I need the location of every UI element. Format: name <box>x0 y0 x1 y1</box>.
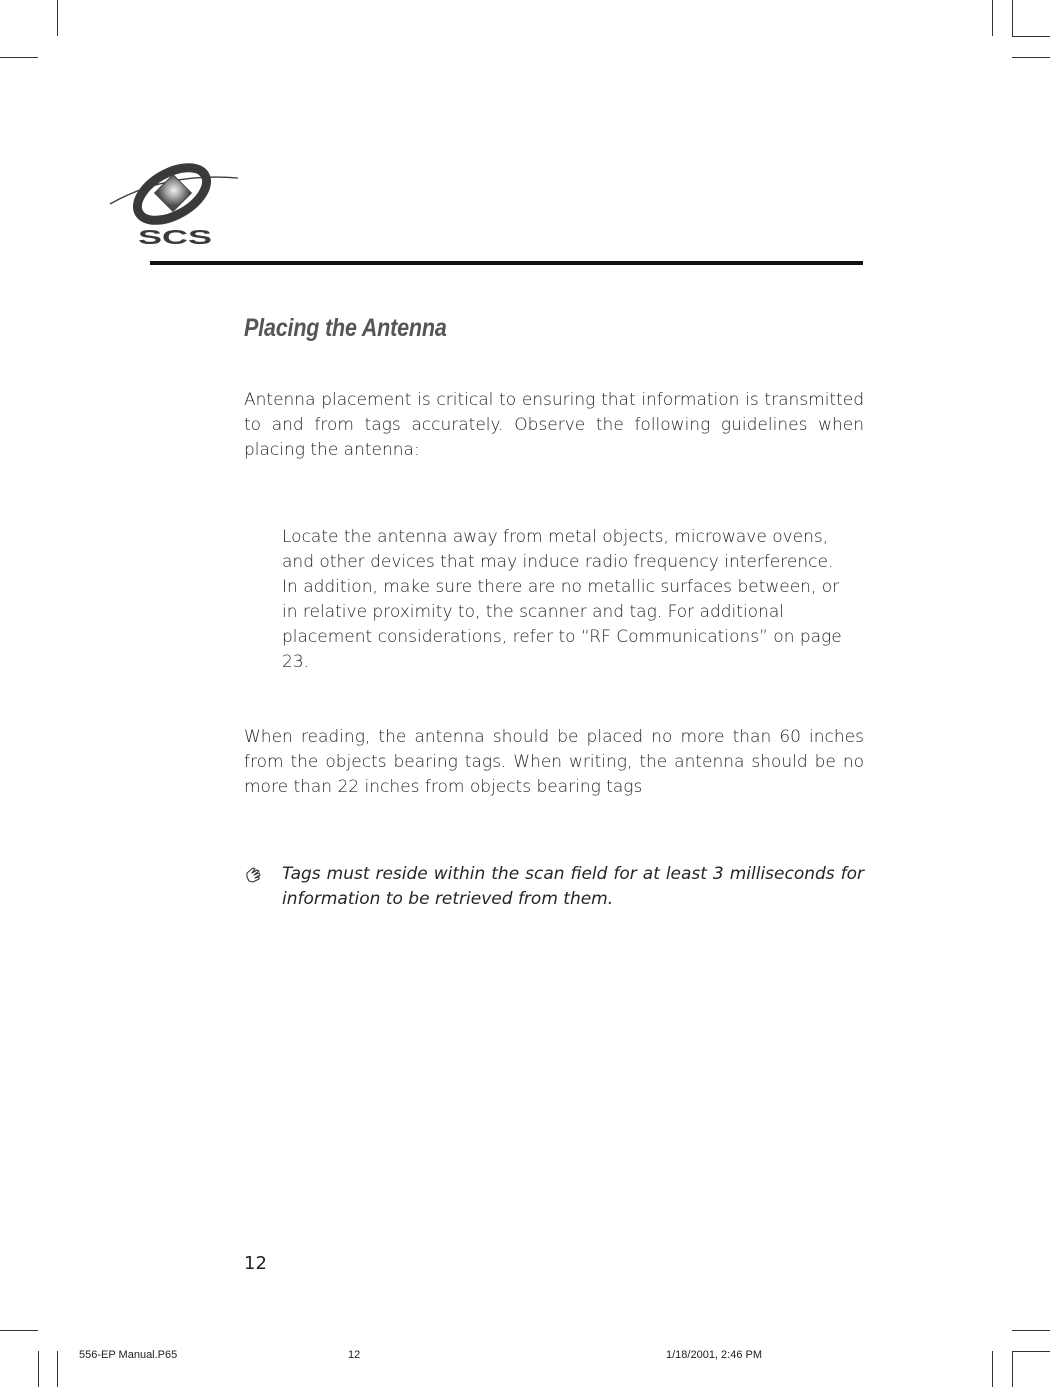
crop-mark <box>1012 0 1013 36</box>
crop-mark <box>1012 36 1050 37</box>
crop-mark <box>57 0 58 36</box>
scs-logo <box>106 152 244 248</box>
crop-mark <box>992 1351 993 1387</box>
crop-mark <box>0 1330 38 1331</box>
hand-pointer-icon <box>244 865 264 885</box>
intro-paragraph: Antenna placement is critical to ensuring that information is transmitted to and from tags accurately. Observe the following guidelines when placing the antenna: <box>244 390 864 460</box>
crop-mark <box>57 1351 58 1387</box>
distance-paragraph: When reading, the antenna should be placed no more than 60 inches from the objects bearing tags. When writing, the antenna should be no more than 22 inches from objects bearing tags <box>244 727 864 797</box>
crop-mark <box>1012 57 1050 58</box>
crop-mark <box>1012 1351 1050 1352</box>
footer-file-name: 556-EP Manual.P65 <box>79 1349 178 1361</box>
note-text: Tags must reside within the scan field for at least 3 milliseconds for information to be retrieved from them. <box>282 864 864 909</box>
crop-mark <box>992 0 993 36</box>
page-number: 12 <box>244 1253 267 1274</box>
footer-timestamp: 1/18/2001, 2:46 PM <box>666 1349 763 1361</box>
logo-text: SCS <box>138 227 212 248</box>
footer-page: 12 <box>348 1349 361 1361</box>
crop-mark <box>1012 1351 1013 1387</box>
crop-mark <box>38 1351 39 1387</box>
crop-mark <box>1012 1330 1050 1331</box>
header-rule <box>150 261 863 265</box>
page-title: Placing the Antenna <box>244 314 447 342</box>
crop-mark <box>0 57 38 58</box>
guideline-paragraph: Locate the antenna away from metal objects, microwave ovens, and other devices that may induce radio frequency interference. In addition, make sure there are no metallic surfaces between, or in relative proximity to, the scanner and tag. For additional placement considerations, refer to “RF Communications” on page 23. <box>282 527 842 672</box>
